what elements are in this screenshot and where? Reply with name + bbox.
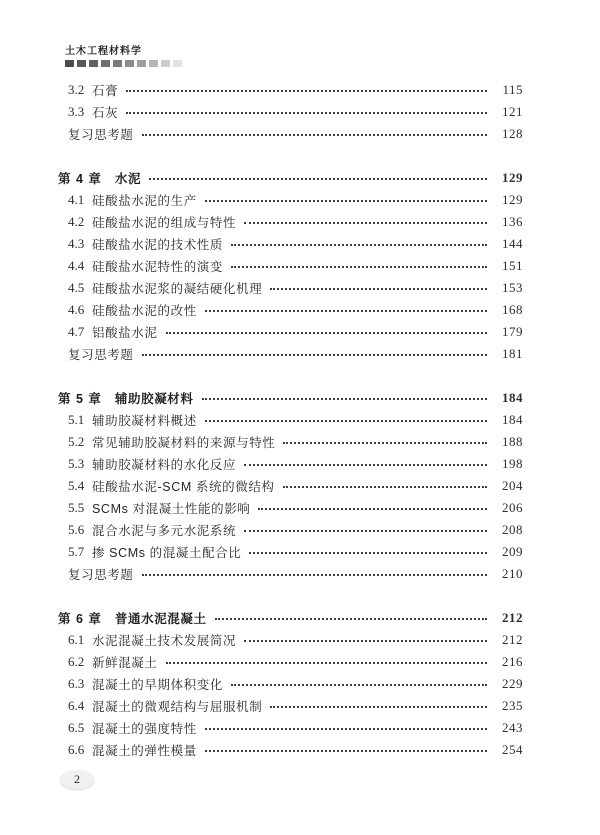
- entry-title: 硅酸盐水泥的生产: [92, 194, 197, 208]
- entry-title: 硅酸盐水泥-SCM 系统的微结构: [92, 480, 275, 494]
- toc-entry-row: [58, 519, 523, 541]
- toc-entry-row: [58, 475, 523, 497]
- entry-page-number: 115: [502, 82, 523, 97]
- entry-title: 复习思考题: [68, 568, 134, 582]
- dot-leader: [202, 398, 487, 400]
- chapter-title: 水泥: [114, 172, 142, 186]
- ornament-square: [113, 60, 122, 67]
- chapter-number: 第 6 章: [58, 612, 102, 626]
- toc-entry-row: [58, 673, 523, 695]
- section-number: 6.3: [68, 676, 85, 691]
- dot-leader: [244, 530, 487, 532]
- entry-title: 硅酸盐水泥浆的凝结硬化机理: [92, 282, 263, 296]
- chapter-title: 普通水泥混凝土: [114, 612, 207, 626]
- entry-title: 水泥混凝土技术发展简况: [92, 634, 237, 648]
- toc-entry-row: [58, 739, 523, 761]
- entry-title: 石灰: [92, 106, 119, 120]
- section-number: 5.3: [68, 456, 85, 471]
- toc-entry-row: [58, 717, 523, 739]
- entry-page-number: 216: [502, 654, 523, 669]
- entry-page-number: 254: [502, 742, 523, 757]
- entry-page-number: 153: [502, 280, 523, 295]
- entry-page-number: 168: [502, 302, 523, 317]
- entry-title: SCMs 对混凝土性能的影响: [92, 502, 251, 516]
- dot-leader: [166, 332, 487, 334]
- toc-entry-row: [58, 123, 523, 145]
- entry-page-number: 128: [502, 126, 523, 141]
- dot-leader: [283, 442, 487, 444]
- dot-leader: [205, 728, 487, 730]
- dot-leader: [205, 200, 487, 202]
- entry-page-number: 184: [502, 390, 523, 405]
- entry-title: 辅助胶凝材料概述: [92, 414, 197, 428]
- dot-leader: [244, 222, 487, 224]
- dot-leader: [142, 134, 487, 136]
- dot-leader: [258, 508, 487, 510]
- toc-entry-row: [58, 409, 523, 431]
- fading-squares-ornament: [65, 60, 182, 67]
- section-number: 3.3: [68, 104, 85, 119]
- dot-leader: [142, 574, 487, 576]
- dot-leader: [231, 244, 487, 246]
- section-number: 4.3: [68, 236, 85, 251]
- toc-entry-row: [58, 189, 523, 211]
- chapter-number: 第 5 章: [58, 392, 102, 406]
- ornament-square: [137, 60, 146, 67]
- dot-leader: [244, 464, 487, 466]
- toc-entry-row: [58, 651, 523, 673]
- entry-page-number: 204: [502, 478, 523, 493]
- section-number: 4.6: [68, 302, 85, 317]
- entry-page-number: 136: [502, 214, 523, 229]
- dot-leader: [205, 750, 487, 752]
- entry-title: 混凝土的微观结构与屈服机制: [92, 700, 263, 714]
- entry-page-number: 181: [502, 346, 523, 361]
- toc-entry-row: [58, 211, 523, 233]
- ornament-square: [149, 60, 158, 67]
- ornament-square: [101, 60, 110, 67]
- entry-title: 辅助胶凝材料的水化反应: [92, 458, 237, 472]
- toc-entry-row: [58, 321, 523, 343]
- entry-title: 硅酸盐水泥的技术性质: [92, 238, 224, 252]
- toc-list: [58, 79, 523, 761]
- dot-leader: [270, 288, 487, 290]
- toc-entry-row: [58, 497, 523, 519]
- entry-title: 常见辅助胶凝材料的来源与特性: [92, 436, 276, 450]
- section-number: 6.6: [68, 742, 85, 757]
- dot-leader: [126, 112, 487, 114]
- toc-chapter-row: [58, 607, 523, 629]
- ornament-square: [77, 60, 86, 67]
- section-number: 6.4: [68, 698, 85, 713]
- dot-leader: [126, 90, 487, 92]
- entry-title: 混合水泥与多元水泥系统: [92, 524, 237, 538]
- section-number: 5.1: [68, 412, 85, 427]
- section-number: 6.5: [68, 720, 85, 735]
- entry-page-number: 229: [502, 676, 523, 691]
- toc-entry-row: [58, 343, 523, 365]
- entry-page-number: 210: [502, 566, 523, 581]
- section-number: 4.7: [68, 324, 85, 339]
- entry-page-number: 121: [502, 104, 523, 119]
- ornament-square: [89, 60, 98, 67]
- entry-page-number: 212: [502, 632, 523, 647]
- toc-entry-row: [58, 695, 523, 717]
- entry-page-number: 206: [502, 500, 523, 515]
- toc-entry-row: [58, 101, 523, 123]
- section-number: 4.1: [68, 192, 85, 207]
- chapter-number: 第 4 章: [58, 172, 102, 186]
- entry-title: 复习思考题: [68, 128, 134, 142]
- dot-leader: [244, 640, 487, 642]
- entry-title: 掺 SCMs 的混凝土配合比: [92, 546, 242, 560]
- dot-leader: [270, 706, 487, 708]
- entry-title: 新鲜混凝土: [92, 656, 158, 670]
- entry-title: 复习思考题: [68, 348, 134, 362]
- toc-entry-row: [58, 563, 523, 585]
- entry-title: 混凝土的强度特性: [92, 722, 197, 736]
- page-number-badge: [60, 770, 94, 789]
- chapter-title: 辅助胶凝材料: [114, 392, 194, 406]
- toc-chapter-row: [58, 387, 523, 409]
- entry-title: 硅酸盐水泥的组成与特性: [92, 216, 237, 230]
- running-head: [65, 46, 182, 67]
- dot-leader: [215, 618, 487, 620]
- entry-page-number: 235: [502, 698, 523, 713]
- dot-leader: [205, 310, 487, 312]
- entry-page-number: 209: [502, 544, 523, 559]
- section-number: 4.2: [68, 214, 85, 229]
- dot-leader: [149, 178, 487, 180]
- section-number: 6.1: [68, 632, 85, 647]
- toc-entry-row: [58, 431, 523, 453]
- section-number: 4.4: [68, 258, 85, 273]
- ornament-square: [161, 60, 170, 67]
- entry-page-number: 144: [502, 236, 523, 251]
- entry-page-number: 188: [502, 434, 523, 449]
- entry-page-number: 151: [502, 258, 523, 273]
- entry-title: 铝酸盐水泥: [92, 326, 158, 340]
- dot-leader: [231, 266, 487, 268]
- section-number: 5.6: [68, 522, 85, 537]
- entry-title: 混凝土的早期体积变化: [92, 678, 224, 692]
- page-number: 2: [74, 772, 80, 786]
- dot-leader: [166, 662, 487, 664]
- toc-entry-row: [58, 299, 523, 321]
- toc-entry-row: [58, 233, 523, 255]
- dot-leader: [249, 552, 487, 554]
- entry-page-number: 184: [502, 412, 523, 427]
- toc-chapter-row: [58, 167, 523, 189]
- section-number: 5.5: [68, 500, 85, 515]
- section-number: 6.2: [68, 654, 85, 669]
- toc-entry-row: [58, 541, 523, 563]
- entry-title: 硅酸盐水泥的改性: [92, 304, 197, 318]
- dot-leader: [231, 684, 487, 686]
- dot-leader: [142, 354, 487, 356]
- section-number: 5.7: [68, 544, 85, 559]
- toc-entry-row: [58, 629, 523, 651]
- ornament-square: [65, 60, 74, 67]
- entry-page-number: 212: [502, 610, 523, 625]
- section-number: 3.2: [68, 82, 85, 97]
- book-title: 土木工程材料学: [65, 46, 142, 57]
- entry-page-number: 129: [502, 170, 523, 185]
- section-number: 5.4: [68, 478, 85, 493]
- entry-page-number: 208: [502, 522, 523, 537]
- toc-entry-row: [58, 255, 523, 277]
- entry-title: 石膏: [92, 84, 119, 98]
- toc-entry-row: [58, 277, 523, 299]
- entry-page-number: 129: [502, 192, 523, 207]
- entry-title: 混凝土的弹性模量: [92, 744, 197, 758]
- entry-page-number: 198: [502, 456, 523, 471]
- section-number: 5.2: [68, 434, 85, 449]
- entry-page-number: 243: [502, 720, 523, 735]
- ornament-square: [125, 60, 134, 67]
- toc-entry-row: [58, 453, 523, 475]
- dot-leader: [283, 486, 487, 488]
- section-number: 4.5: [68, 280, 85, 295]
- toc-entry-row: [58, 79, 523, 101]
- entry-page-number: 179: [502, 324, 523, 339]
- dot-leader: [205, 420, 487, 422]
- entry-title: 硅酸盐水泥特性的演变: [92, 260, 224, 274]
- ornament-square: [173, 60, 182, 67]
